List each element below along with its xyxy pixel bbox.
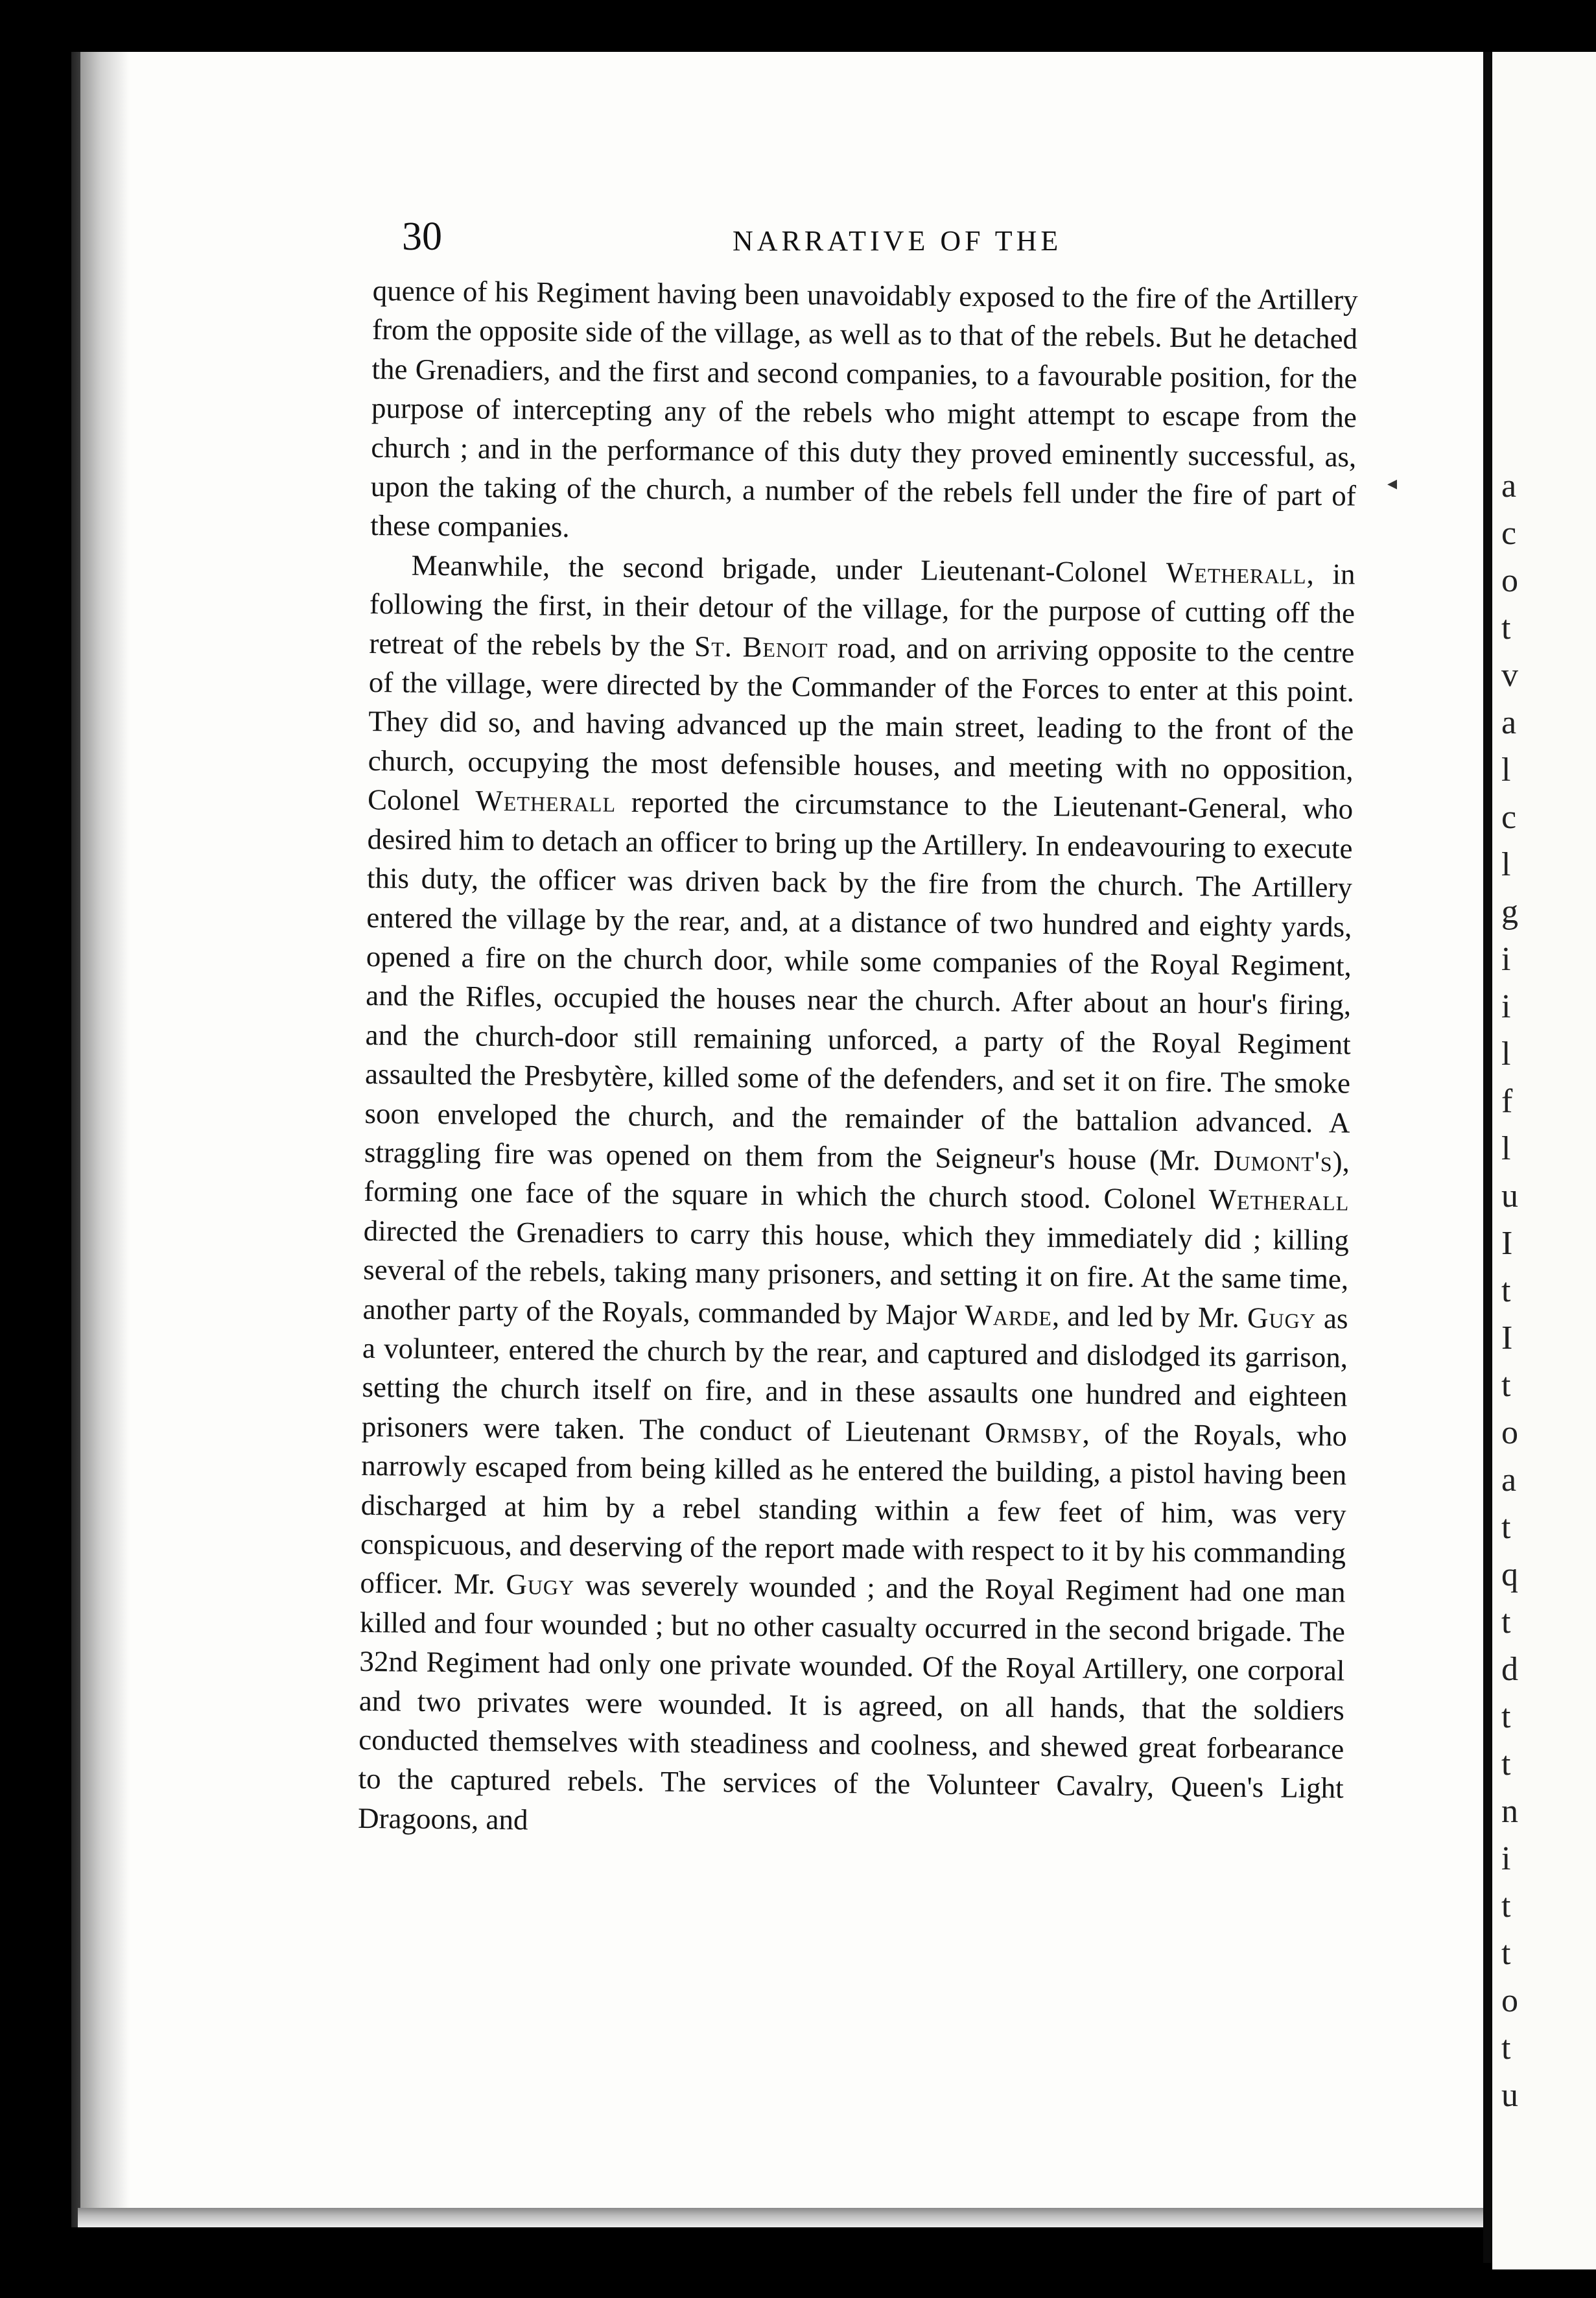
facing-page-letter: o [1501,562,1518,599]
facing-page-letter: v [1501,657,1518,694]
facing-page-letter: t [1501,2030,1511,2067]
facing-page-letter: t [1501,1698,1511,1735]
facing-page-letter: n [1501,1793,1518,1830]
facing-page-letter: o [1501,1414,1518,1451]
facing-page-letter: i [1501,988,1511,1025]
page-gutter-shadow [71,52,130,2227]
running-title: NARRATIVE OF THE [733,225,1062,257]
proper-name: Gugy [1247,1301,1317,1334]
facing-page-fragment [1492,52,1596,2269]
proper-name: Wetherall [1208,1183,1350,1217]
text-run: as a volunteer, entered the church by the rear, and captured and dislodged its garrison, setting the church itself on fire, and in these assaults one hundred and eighteen prisoners were taken. The conduct of Lieutenant [361,1301,1348,1449]
facing-page-letter: g [1501,894,1518,930]
facing-page-letter: I [1501,1320,1513,1356]
facing-page-letter: i [1501,941,1511,978]
facing-page-letter: c [1501,515,1517,552]
text-run: , of the Royals, who narrowly escaped from being killed as he entered the building, a pistol having been discharged at him by a rebel standing within a few feet of him, was very conspicuous, and deserving of the report made with respect to it by his commanding officer. Mr. [360,1417,1348,1601]
facing-page-letter: f [1501,1083,1513,1120]
text-run: Meanwhile, the second brigade, under Lieutenant-Colonel [411,549,1167,589]
facing-page-letter: t [1501,1888,1511,1925]
facing-page-letter: i [1501,1840,1511,1877]
facing-page-letter: t [1501,1935,1511,1972]
proper-name: Dumont's [1213,1144,1333,1178]
facing-page-letter: q [1501,1556,1518,1593]
facing-page-letter: l [1501,846,1511,883]
facing-page-letter: t [1501,1367,1511,1404]
proper-name: St. Benoit [694,630,828,664]
facing-page-letter: d [1501,1651,1518,1688]
facing-page-letter: u [1501,1178,1518,1214]
facing-page-letter: t [1501,1746,1511,1783]
text-run: , in following the first, in their detour of the village, for the purpose of cutting off the retreat of the rebels by the [369,557,1355,663]
margin-mark: ◂ [1387,473,1398,494]
facing-page-letter: a [1501,1462,1517,1498]
binding-edge [1483,52,1492,2263]
paragraph [358,545,1355,1847]
page-header [402,214,1426,266]
text-run: was severely wounded ; and the Royal Regiment had one man killed and four wounded ; but no other casualty occurred in the second brigade. The 32nd Regiment had only one private wounded. Of the Royal Artillery, one corporal and two privates were wounded. It is agreed, on all hands, that the soldiers conducted themselves with steadiness and coolness, and shewed great forbearance to the captured rebels. The services of the Volunteer Cavalry, Queen's Light Dragoons, and [357,1569,1346,1836]
proper-name: Wetherall [1166,556,1307,590]
body-text [358,271,1358,1847]
text-run: quence of his Regiment having been unavoidably exposed to the fire of the Artillery from the opposite side of the village, as well as to that of the rebels. But he detached the Grenadiers, and the first and second companies, to a favourable position, for the purpose of intercepting any of the rebels who might attempt to escape from the church ; and in the performance of this duty they proved eminently successful, as, upon the taking of the church, a number of the rebels fell under the fire of part of these companies. [370,274,1358,544]
facing-page-letter: u [1501,2077,1518,2114]
facing-page-letter: a [1501,704,1517,741]
text-run: road, and on arriving opposite to the centre of the village, were directed by the Commander of the Forces to enter at this point. They did so, and having advanced up the main street, leading to the front of the church, occupying the most defensible houses, and meeting with no opposition, Colonel [367,631,1355,817]
facing-page-letter: l [1501,752,1511,788]
facing-page-letter: t [1501,1604,1511,1641]
facing-page-letter: l [1501,1036,1511,1072]
paragraph [370,271,1358,554]
page-number: 30 [402,215,442,259]
facing-page-letter: t [1501,1509,1511,1546]
proper-name: Wetherall [475,784,616,818]
facing-page-letter: l [1501,1130,1511,1167]
facing-page-letter: I [1501,1225,1513,1262]
proper-name: Warde [965,1298,1053,1332]
facing-page-letter: o [1501,1982,1518,2019]
text-run: , and led by Mr. [1051,1299,1248,1334]
facing-page-letter: t [1501,1272,1511,1309]
proper-name: Gugy [506,1568,575,1602]
text-run: directed the Grenadiers to carry this house, which they immediately did ; killing several of the rebels, taking many prisoners, and setting it on fire. At the same time, another party of the Royals, commanded by Major [362,1214,1349,1331]
text-run: reported the circumstance to the Lieutenant-General, who desired him to detach an officer to bring up the Artillery. In endeavouring to execute this duty, the officer was driven back by the fire from the church. The Artillery entered the village by the rear, and, at a distance of two hundred and eighty yards, opened a fire on the church door, while some companies of the Royal Regiment, and the Rifles, occupied the houses near the church. After about an hour's firing, and the church-door still remaining unforced, a party of the Royal Regiment assaulted the Presbytère, killed some of the defenders, and set it on fire. The smoke soon enveloped the church, and the remainder of the battalion advanced. A straggling fire was opened on them from the Seigneur's house (Mr. [364,785,1354,1177]
text-run: ), forming one face of the square in which the church stood. Colonel [364,1145,1350,1216]
page-bottom-edge [78,2208,1485,2227]
facing-page-letter: t [1501,610,1511,646]
facing-page-letter: a [1501,468,1517,504]
facing-page-letter: c [1501,799,1517,836]
proper-name: Ormsby [984,1416,1083,1450]
